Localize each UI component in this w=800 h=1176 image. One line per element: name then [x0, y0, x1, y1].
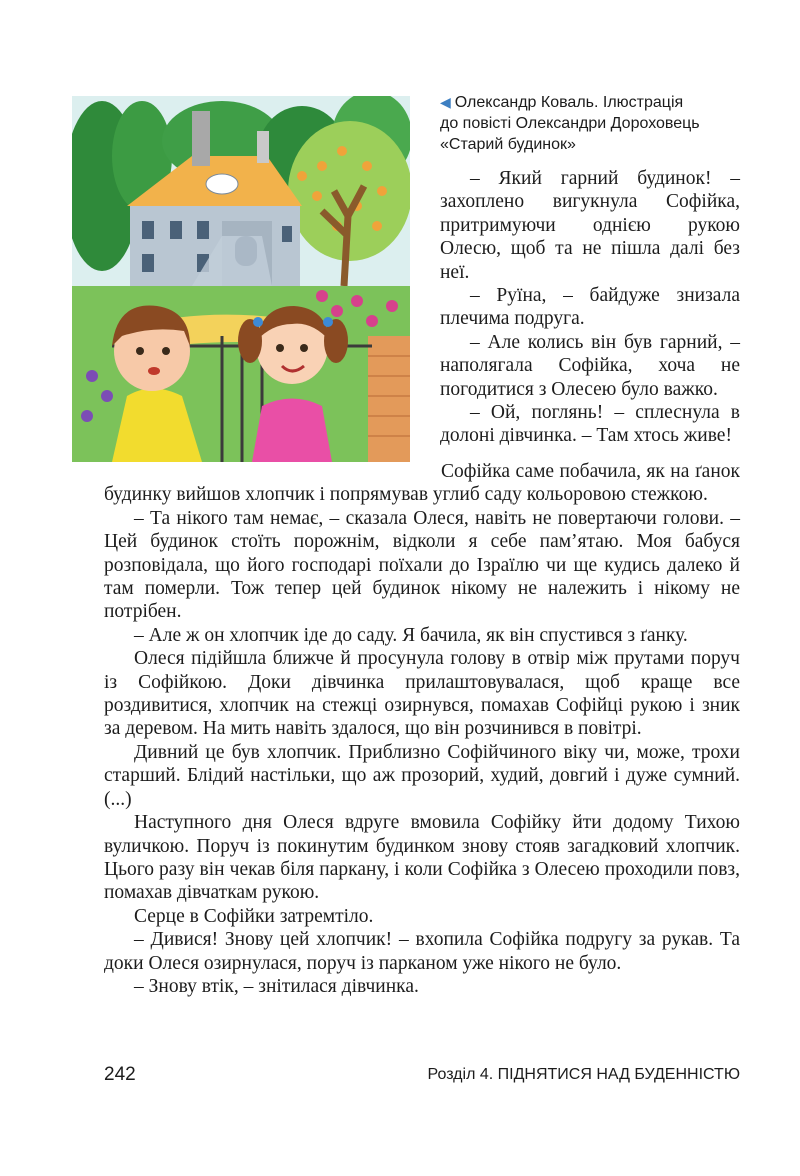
section-title: Розділ 4. ПІДНЯТИСЯ НАД БУДЕННІСТЮ	[427, 1066, 740, 1083]
paragraph: – Але колись він був гарний, – наполягала Софійка, хоча не погодитися з Олесею було важко.	[440, 331, 740, 400]
caption-line	[440, 92, 740, 113]
paragraph: – Знову втік, – знітилася дівчинка.	[134, 975, 419, 997]
paragraph: Олеся підійшла ближче й просунула голову в отвір між прутами поруч із Софійкою. Доки дівчинка прилаштовувалася, щоб краще все роздивитися, хлопчик на стежці озирнувся, помахав Софійці рукою і зник за деревом. На мить навіть здалося, що він розчинився в повітрі.	[104, 648, 740, 740]
left-triangle-icon: ◀	[440, 94, 451, 110]
illustration-caption	[440, 92, 740, 155]
paragraph: Дивний це був хлопчик. Приблизно Софійчиного віку чи, може, трохи старший. Блідий настільки, що аж прозорий, худий, довгий і дуже сумний. (...)	[104, 741, 740, 810]
paragraph: Наступного дня Олеся вдруге вмовила Софійку йти додому Тихою вуличкою. Поруч із покинутим будинком знову стояв загадковий хлопчик. Цього разу він чекав біля паркану, і коли Софійка з Олесею проходили повз, помахав дівчаткам рукою.	[104, 812, 740, 904]
paragraph: Серце в Софійки затремтіло.	[134, 905, 374, 927]
caption-line: до повісті Олександри Дороховець	[440, 115, 700, 132]
caption-author-title: Олександр Коваль. Ілюстрація	[454, 94, 684, 111]
paragraph: – Але ж он хлопчик іде до саду. Я бачила, як він спустився з ґанку.	[134, 624, 688, 646]
story-text-column	[440, 167, 740, 448]
paragraph: – Та нікого там немає, – сказала Олеся, навіть не повертаючи голови. – Цей будинок стоїть порожнім, відколи я себе пам’ятаю. Моя бабуся розповідала, що його господарі поїхали до Ізраїлю чи ще кудись далеко й там померли. Тож тепер цей будинок нікому не належить і нікому не потрібен.	[104, 507, 740, 623]
caption-line: «Старий будинок»	[440, 136, 576, 153]
paragraph: – Руїна, – байдуже знизала плечима подруга.	[440, 285, 740, 330]
paragraph: – Який гарний будинок! – захоплено вигукнула Софійка, притримуючи однією рукою Олесю, щоб та не пішла далі без неї.	[440, 168, 740, 283]
illustration-old-house-girls	[72, 96, 410, 462]
book-illustration	[72, 96, 410, 462]
page-number: 242	[104, 1064, 136, 1085]
paragraph-text: Софійка саме побачила, як на ґанок будинку вийшов хлопчик і попрямував углиб саду кольоровою стежкою.	[104, 461, 740, 506]
paragraph	[104, 460, 740, 507]
story-text-body	[104, 460, 740, 998]
paragraph: – Ой, поглянь! – сплеснула в долоні дівчинка. – Там хтось живе!	[440, 402, 740, 447]
paragraph: – Дивися! Знову цей хлопчик! – вхопила Софійка подругу за рукав. Та доки Олеся озирнулася, поруч із парканом уже нікого не було.	[104, 929, 740, 974]
